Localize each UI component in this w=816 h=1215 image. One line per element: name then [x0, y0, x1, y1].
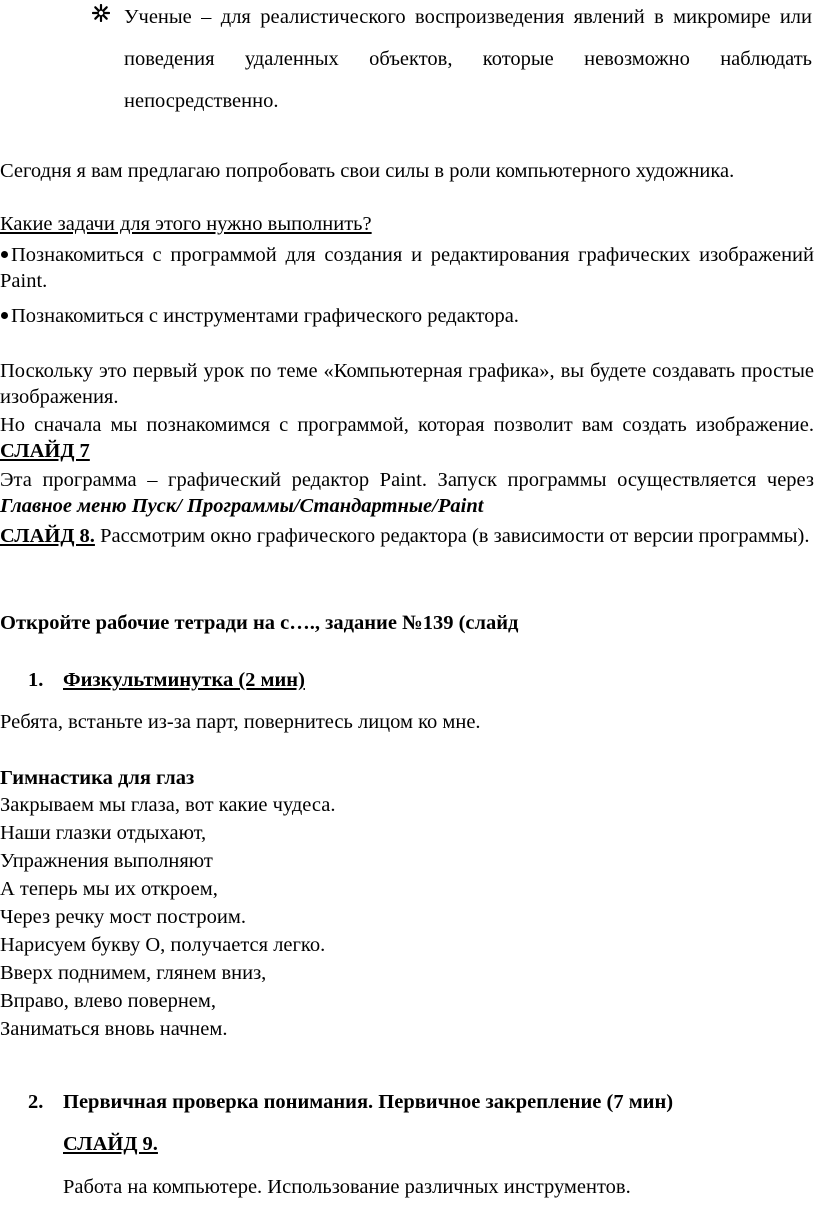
task-item-2-text: Познакомиться с инструментами графического редактора.	[11, 305, 519, 327]
intro-paragraph: Сегодня я вам предлагаю попробовать свои силы в роли компьютерного художника.	[0, 160, 735, 182]
poem-line: А теперь мы их откроем,	[0, 878, 218, 900]
poem-line: Вправо, влево повернем,	[0, 990, 216, 1012]
slide-7-label: СЛАЙД 7	[0, 440, 90, 462]
poem-line: Заниматься вновь начнем.	[0, 1018, 228, 1040]
section-1-title: Физкультминутка (2 мин)	[63, 669, 305, 691]
task-item-2	[0, 303, 814, 329]
start-menu-path: Главное меню Пуск/ Программы/Стандартные/Paint	[0, 495, 484, 517]
poem-line: Упражнения выполняют	[0, 850, 213, 872]
program-paragraph-text: Но сначала мы познакомимся с программой, которая позволит вам создать изображение.	[0, 414, 814, 436]
kids-instruction: Ребята, встаньте из-за парт, повернитесь лицом ко мне.	[0, 711, 481, 733]
task-item-1-text: Познакомиться с программой для создания и редактирования графических изображений Paint.	[0, 244, 814, 292]
task-item-1	[0, 242, 814, 294]
asterisk-bullet-icon	[92, 4, 110, 22]
poem-line: Нарисуем букву О, получается легко.	[0, 934, 326, 956]
poem-line: Через речку мост построим.	[0, 906, 246, 928]
tasks-question: Какие задачи для этого нужно выполнить?	[0, 213, 372, 235]
workbook-instruction: Откройте рабочие тетради на с…., задание №139 (слайд	[0, 612, 519, 634]
paint-paragraph	[0, 467, 814, 519]
section-2-number: 2.	[28, 1091, 44, 1113]
slide-9-label: СЛАЙД 9.	[63, 1133, 158, 1155]
poem-line: Наши глазки отдыхают,	[0, 822, 207, 844]
section-1-number: 1.	[28, 669, 44, 691]
paint-paragraph-text: Эта программа – графический редактор Paint. Запуск программы осуществляется через	[0, 469, 814, 491]
poem-line: Закрываем мы глаза, вот какие чудеса.	[0, 794, 336, 816]
bullet-dot-icon	[1, 312, 8, 319]
section-2-title: Первичная проверка понимания. Первичное закрепление (7 мин)	[63, 1091, 674, 1113]
bullet-dot-icon	[1, 251, 8, 258]
gymnastics-poem	[0, 792, 814, 1042]
computer-work-text: Работа на компьютере. Использование различных инструментов.	[63, 1176, 631, 1198]
program-paragraph	[0, 412, 814, 464]
poem-line: Вверх поднимем, глянем вниз,	[0, 962, 267, 984]
window-paragraph	[0, 523, 814, 549]
slide-8-label: СЛАЙД 8.	[0, 525, 95, 547]
window-paragraph-text: Рассмотрим окно графического редактора (в зависимости от версии программы).	[100, 525, 810, 547]
lesson-paragraph: Поскольку это первый урок по теме «Компьютерная графика», вы будете создавать простые изображения.	[0, 360, 814, 408]
intro-star-paragraph: Ученые – для реалистического воспроизведения явлений в микромире или поведения удаленных объектов, которые невозможно наблюдать непосредственно.	[124, 6, 812, 112]
gymnastics-title: Гимнастика для глаз	[0, 767, 195, 789]
